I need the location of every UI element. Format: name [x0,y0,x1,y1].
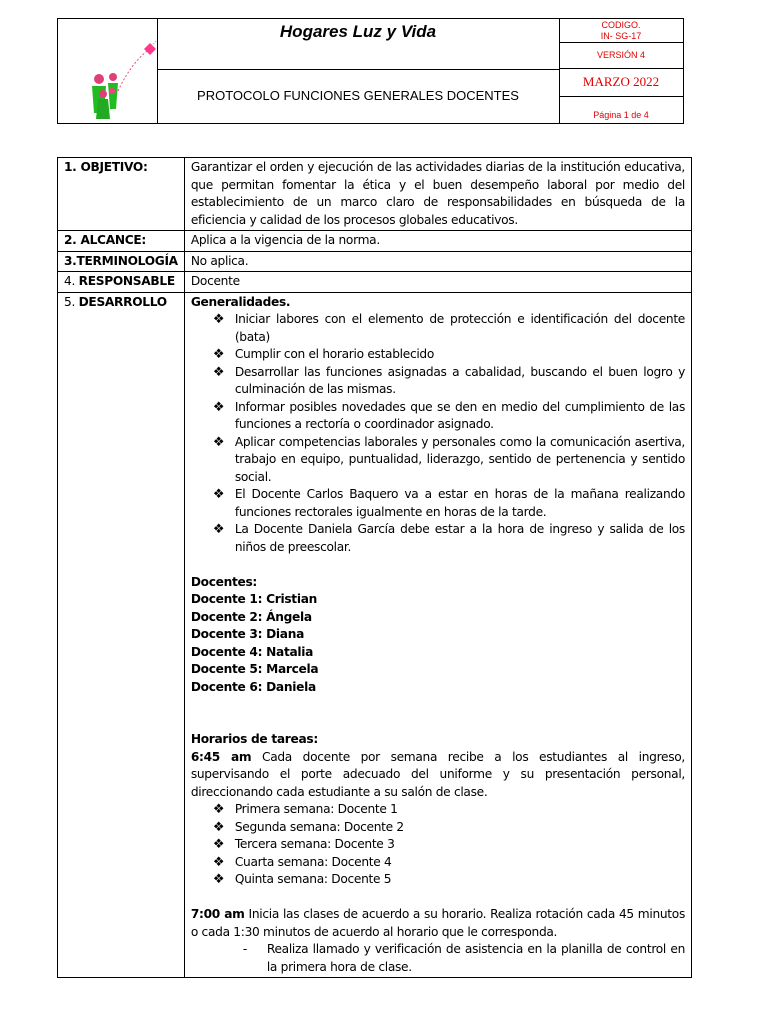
page-number: Página 1 de 4 [593,110,649,120]
list-item: ❖ Desarrollar las funciones asignadas a cabalidad, buscando el buen logro y culminación de las mismas. [212,364,685,396]
docentes-title: Docentes: [190,574,258,589]
slot-700 [191,906,685,941]
header-meta-block [559,19,683,123]
terminologia-text: No aplica. [184,251,691,272]
slot-time: 6:45 am [190,749,252,764]
diamond-bullet-icon: ❖ [212,434,225,450]
codigo-cell [559,19,683,43]
list-item: ❖ La Docente Daniela García debe estar a la hora de ingreso y salida de los niños de preescolar. [212,522,685,554]
desarrollo-label-text: DESARROLLO [78,294,167,309]
date-cell: MARZO 2022 [559,68,683,97]
horarios-title: Horarios de tareas: [190,732,318,746]
objetivo-label: 1. OBJETIVO: [58,158,185,231]
diamond-bullet-icon: ❖ [212,364,225,380]
list-item: ❖ Iniciar labores con el elemento de protección e identificación del docente (bata) [212,312,685,344]
alcance-text: Aplica a la vigencia de la norma. [184,231,691,252]
docente-line: Docente 6: Daniela [190,679,316,694]
list-item: ❖ Informar posibles novedades que se den en medio del cumplimiento de las funciones a rectoría o coordinador asignado. [212,399,685,431]
responsable-label [58,272,185,293]
diamond-bullet-icon: ❖ [212,854,225,870]
diamond-bullet-icon: ❖ [212,837,225,852]
diamond-bullet-icon: ❖ [212,399,225,415]
row-terminologia [58,251,692,272]
org-name: Hogares Luz y Vida [157,19,559,70]
alcance-label: 2. ALCANCE: [58,231,185,252]
diamond-bullet-icon: ❖ [212,522,225,537]
slot-text: Inicia las clases de acuerdo a su horario. Realiza rotación cada 45 minutos o cada 1:30 minutos de acuerdo al horario que le corresponda. [190,907,685,939]
slot-time: 7:00 am [190,907,245,921]
logo-cell [58,19,158,123]
desarrollo-content [184,292,691,978]
objetivo-text: Garantizar el orden y ejecución de las actividades diarias de la institución educativa, que permitan fomentar la ética y el buen desempeño laboral por medio del establecimiento de un marco claro de responsabilidades en búsqueda de la eficiencia y calidad de los procesos globales educativos. [184,158,691,231]
responsable-text: Docente [184,272,691,293]
docente-line: Docente 2: Ángela [190,609,312,624]
row-objetivo [58,158,692,231]
diamond-bullet-icon: ❖ [212,872,225,887]
header-title-block [157,19,560,123]
responsable-label-num: 4. [64,274,79,288]
docente-line: Docente 3: Diana [190,627,305,641]
docente-line: Docente 5: Marcela [190,662,319,676]
desarrollo-label [58,292,185,978]
list-item: - Realiza llamado y verificación de asistencia en la planilla de control en la primera hora de clase. [242,942,685,974]
list-item: ❖ Aplicar competencias laborales y personales como la comunicación asertiva, trabajo en equipo, puntualidad, liderazgo, sentido de pertenencia y sentido social. [212,434,685,484]
row-desarrollo [58,292,692,978]
list-item: ❖ Quinta semana: Docente 5 [212,872,392,887]
protocol-table [57,157,692,978]
family-kite-logo-icon [58,19,157,123]
list-item: ❖ Tercera semana: Docente 3 [212,837,395,852]
diamond-bullet-icon: ❖ [212,819,225,835]
list-item: ❖ El Docente Carlos Baquero va a estar en horas de la mañana realizando funciones rectorales igualmente en horas de la tarde. [212,487,685,519]
desarrollo-label-num: 5. [64,294,79,309]
list-item: ❖ Primera semana: Docente 1 [212,802,398,817]
list-item: ❖ Cumplir con el horario establecido [212,347,435,362]
document-header [57,18,684,124]
row-responsable [58,272,692,293]
list-item: ❖ Segunda semana: Docente 2 [212,819,404,835]
terminologia-label: 3.TERMINOLOGÍA [58,251,185,272]
docente-line: Docente 1: Cristian [190,592,318,606]
codigo-value: IN- SG-17 [600,31,642,41]
generalidades-title: Generalidades. [190,294,291,309]
diamond-bullet-icon: ❖ [212,802,225,817]
docente-line: Docente 4: Natalia [190,644,314,659]
protocol-title: PROTOCOLO FUNCIONES GENERALES DOCENTES [197,88,519,103]
diamond-bullet-icon: ❖ [212,312,225,327]
list-item: ❖ Cuarta semana: Docente 4 [212,854,392,870]
diamond-bullet-icon: ❖ [212,347,225,362]
version-cell: VERSIÓN 4 [559,43,683,69]
slot-645 [191,749,685,802]
generalidades-list [191,311,685,556]
responsable-label-text: RESPONSABLE [78,274,175,288]
slot2-list [191,941,685,976]
dash-bullet-icon: - [242,942,247,956]
row-alcance [58,231,692,252]
codigo-label: CODIGO. [601,20,641,30]
semanas-list [191,801,685,889]
slot-text: Cada docente por semana recibe a los estudiantes al ingreso, supervisando el porte adecuado del uniforme y su presentación personal, direccionando cada estudiante a su salón de clase. [190,749,685,799]
diamond-bullet-icon: ❖ [212,487,225,502]
